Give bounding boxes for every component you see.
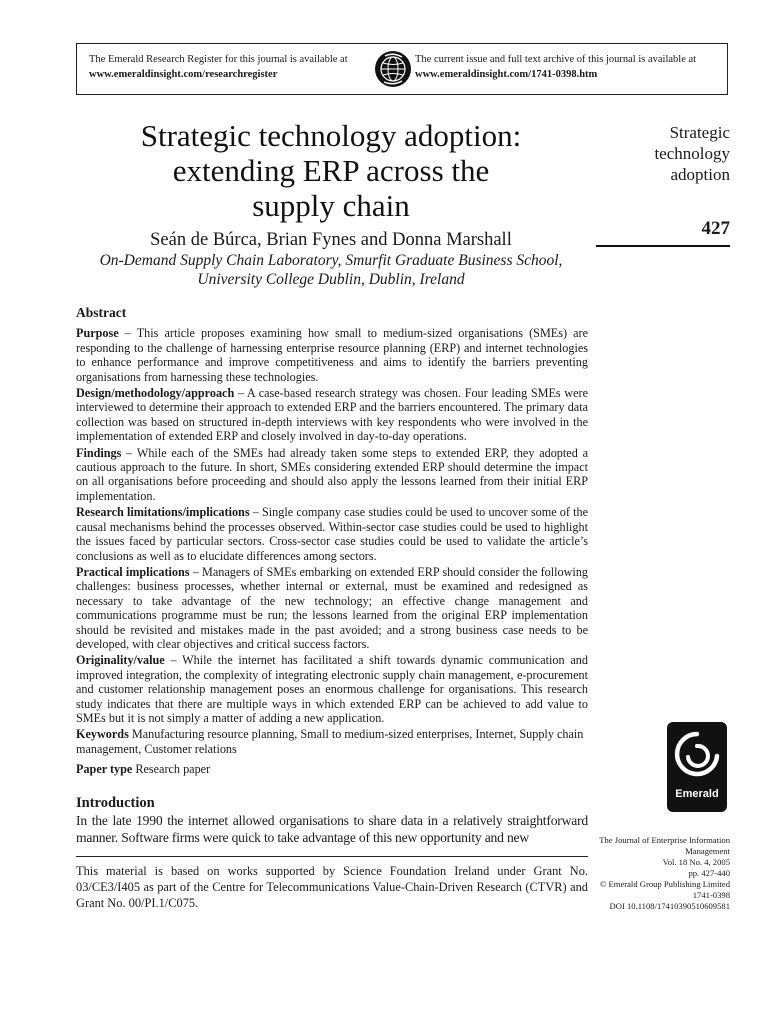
abstract-practical: [76, 565, 588, 651]
limitations-label: Research limitations/implications: [76, 505, 250, 520]
title-line-1: Strategic technology adoption:: [140, 118, 522, 153]
full-text-archive-text: The current issue and full text archive of this journal is available at: [415, 54, 697, 65]
abstract-findings: [76, 446, 588, 504]
journal-pages: pp. 427-440: [688, 868, 730, 878]
journal-citation-info: [594, 835, 730, 912]
journal-issn: 1741-0398: [692, 890, 730, 900]
globe-icon: [374, 50, 412, 88]
research-register-text: The Emerald Research Register for this journal is available at: [89, 54, 348, 65]
abstract-keywords: [76, 727, 588, 756]
article-title: [76, 118, 586, 223]
funding-footnote: This material is based on works supported by Science Foundation Ireland under Grant No. 03/CE3/I405 as part of the Centre for Telecommunications Value-Chain-Driven Research (CTVR) and Grant No. 00/PI.1/C075.: [76, 864, 588, 910]
findings-label: Findings: [76, 445, 122, 460]
abstract-design: [76, 386, 588, 444]
journal-archive-link[interactable]: www.emeraldinsight.com/1741-0398.htm: [415, 69, 598, 80]
journal-copyright: © Emerald Group Publishing Limited: [599, 879, 730, 889]
introduction-heading: Introduction: [76, 795, 155, 811]
affiliation-line-1: On-Demand Supply Chain Laboratory, Smurfit Graduate Business School,: [99, 252, 563, 269]
author-affiliation: [76, 251, 586, 289]
findings-text: – While each of the SMEs had already taken some steps to extended ERP, they adopted a cautious approach to the future. In short, SMEs considering extended ERP should determine the impact on all organisations before proceeding and should also apply the lessons learned from their initial ERP implementation.: [76, 445, 588, 503]
research-register-link[interactable]: www.emeraldinsight.com/researchregister: [89, 69, 278, 80]
abstract-originality: [76, 653, 588, 725]
running-head-line-3: adoption: [670, 165, 730, 184]
abstract-purpose: [76, 326, 588, 384]
journal-volume: Vol. 18 No. 4, 2005: [662, 857, 730, 867]
abstract-paper-type: [76, 762, 588, 776]
running-head: [598, 122, 730, 185]
affiliation-line-2: University College Dublin, Dublin, Ireland: [197, 271, 465, 288]
running-head-line-2: technology: [654, 144, 730, 163]
paper-type-text: Research paper: [132, 762, 211, 777]
full-text-archive-notice: [415, 52, 725, 82]
purpose-text: – This article proposes examining how small to medium-sized organisations (SMEs) are responding to the challenge of harnessing enterprise resource planning (ERP) and internet technologies to enhance performance and improve competitiveness and aims to identify the barriers preventing organisations from harnessing these technologies.: [76, 326, 588, 384]
footnote-rule: [76, 856, 588, 857]
originality-label: Originality/value: [76, 653, 165, 668]
emerald-logo-text: Emerald: [675, 788, 719, 800]
keywords-text: Manufacturing resource planning, Small to medium-sized enterprises, Internet, Supply chain management, Customer relations: [76, 727, 584, 756]
page-number: 427: [701, 218, 730, 239]
research-register-notice: [89, 52, 379, 82]
journal-name-line-1: The Journal of Enterprise Information: [599, 835, 730, 845]
introduction-text: In the late 1990 the internet allowed organisations to share data in a relatively straightforward manner. Software firms were quick to take advantage of this new opportunity and new: [76, 813, 588, 845]
keywords-label: Keywords: [76, 727, 129, 742]
emerald-swirl-icon: [667, 726, 727, 786]
title-line-2: extending ERP across the: [172, 153, 490, 188]
limitations-text: – Single company case studies could be used to uncover some of the causal mechanisms behind the processes observed. Within-sector case studies could be used to highlight the issues faced by particular sectors. Cross-sector case studies could be used to validate the article’s conclusions as well as to elucidate differences among sectors.: [76, 505, 588, 563]
abstract-limitations: [76, 505, 588, 563]
originality-text: – While the internet has facilitated a shift towards dynamic communication and improved integration, the complexity of integrating electronic supply chain management, e-procurement and customer relationship management poses an enormous challenge for organisations. This research study indicates that there are multiple ways in which extended ERP can be achieved to add value to SMEs but it is not simply a matter of adding a new application.: [76, 653, 588, 725]
journal-name-line-2: Management: [685, 846, 730, 856]
running-head-line-1: Strategic: [669, 123, 730, 142]
journal-availability-header: [76, 43, 728, 95]
practical-label: Practical implications: [76, 564, 190, 579]
design-label: Design/methodology/approach: [76, 386, 235, 401]
journal-doi[interactable]: DOI 10.1108/17410390510609581: [609, 901, 730, 911]
abstract-heading: Abstract: [76, 305, 127, 320]
abstract-section: [76, 306, 588, 779]
emerald-logo: [667, 722, 727, 812]
design-text: – A case-based research strategy was chosen. Four leading SMEs were interviewed to determine their approach to extended ERP and the barriers encountered. The primary data collection was based on structured in-depth interviews with key respondents who were involved in the implementation of extended ERP and closely involved in day-to-day operations.: [76, 386, 588, 444]
page-number-rule: [596, 245, 730, 247]
article-authors: Seán de Búrca, Brian Fynes and Donna Marshall: [150, 230, 512, 250]
paper-type-label: Paper type: [76, 762, 133, 777]
title-line-3: supply chain: [252, 188, 410, 223]
purpose-label: Purpose: [76, 326, 119, 341]
practical-text: – Managers of SMEs embarking on extended ERP should consider the following challenges: business processes, whether internal or external, must be examined and redesigned as necessary to take advantage of the new technology; an effective change management and communications programme must be run; the lessons learned from the original ERP implementation should be revisited and mistakes made in the past avoided; and a strong business case needs to be developed, with clear objectives and critical success factors.: [76, 564, 589, 651]
